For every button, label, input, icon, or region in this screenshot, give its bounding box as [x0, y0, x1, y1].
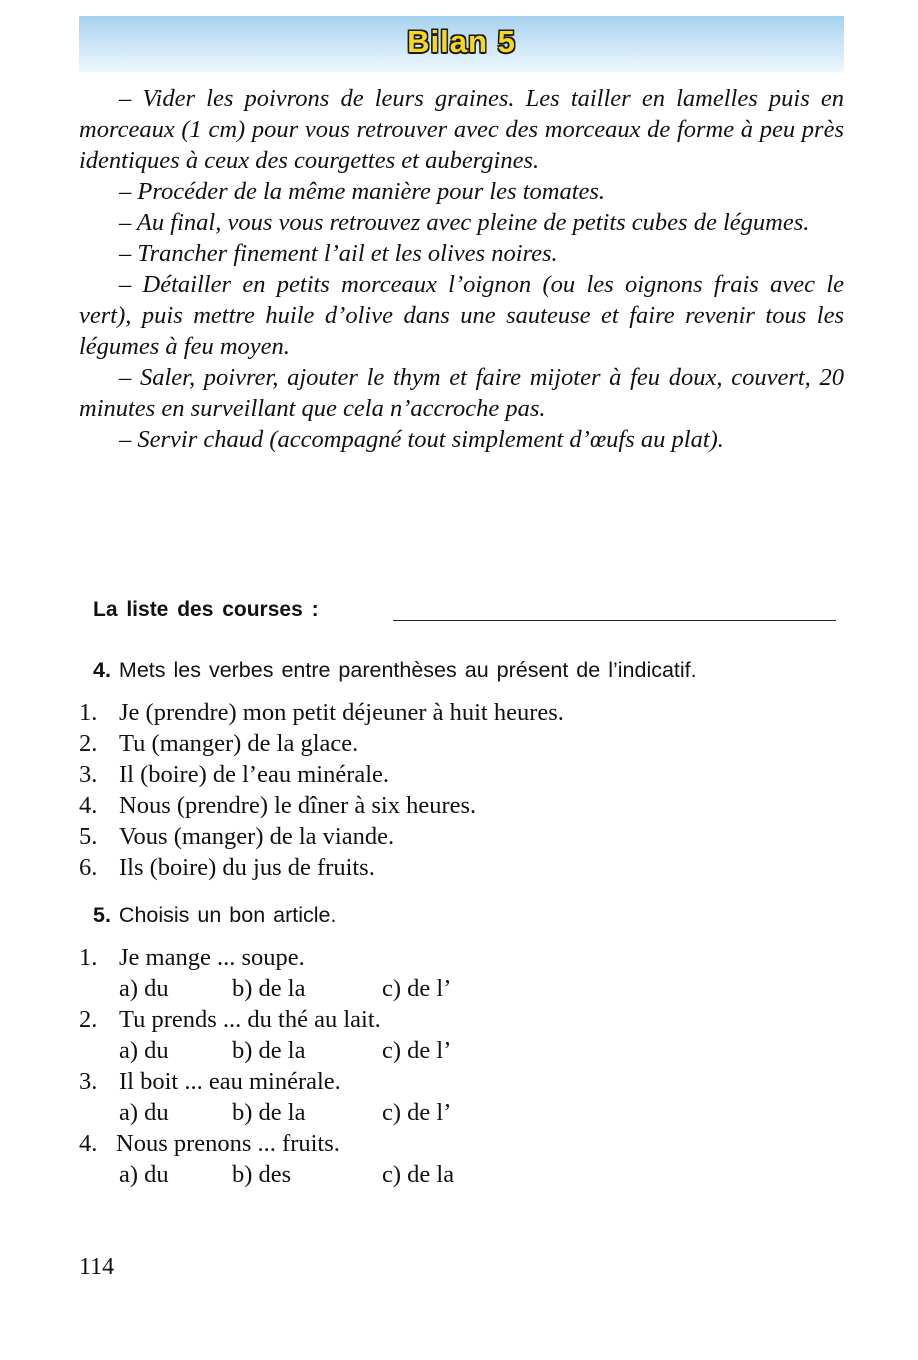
list-item: [79, 790, 564, 821]
item-text: Je (prendre) mon petit déjeuner à huit heures.: [119, 699, 564, 726]
list-item: [79, 1128, 454, 1159]
answer-option-b: b) de la: [232, 975, 306, 1002]
item-number: 3.: [79, 1068, 98, 1095]
recipe-step: – Servir chaud (accompagné tout simplement d’œufs au plat).: [119, 426, 724, 453]
answer-option-c: c) de l’: [382, 1099, 452, 1126]
answer-option-a: a) du: [119, 975, 169, 1002]
answer-options: [79, 1097, 454, 1128]
item-number: 4.: [79, 1130, 98, 1157]
recipe-step: – Saler, poivrer, ajouter le thym et faire mijoter à feu doux, couvert, 20 minutes en surveillant que cela n’accroche pas.: [79, 364, 844, 422]
exercise-5-list: [79, 942, 454, 1190]
item-number: 4.: [79, 792, 98, 819]
shopping-list-blank-line: [393, 620, 836, 621]
recipe-step: – Au final, vous vous retrouvez avec pleine de petits cubes de légumes.: [119, 209, 810, 236]
exercise-number: 4.: [93, 658, 111, 682]
exercise-instruction-text: Choisis un bon article.: [118, 903, 337, 927]
answer-option-c: c) de l’: [382, 1037, 452, 1064]
answer-option-c: c) de la: [382, 1161, 455, 1188]
item-number: 2.: [79, 1006, 98, 1033]
recipe-step: – Procéder de la même manière pour les tomates.: [119, 178, 606, 205]
header-band: [79, 16, 844, 72]
answer-option-b: b) de la: [232, 1099, 306, 1126]
list-item: [79, 697, 564, 728]
exercise-instruction-text: Mets les verbes entre parenthèses au présent de l’indicatif.: [118, 658, 697, 682]
exercise-4-list: [79, 697, 564, 883]
item-text: Il (boire) de l’eau minérale.: [119, 761, 390, 788]
answer-option-a: a) du: [119, 1161, 169, 1188]
shopping-list-prompt: [93, 598, 843, 630]
page-number: 114: [79, 1254, 115, 1280]
item-text: Je mange ... soupe.: [119, 944, 305, 971]
recipe-step: – Trancher finement l’ail et les olives noires.: [119, 240, 558, 267]
shopping-list-label: La liste des courses :: [93, 598, 319, 621]
item-text: Tu (manger) de la glace.: [119, 730, 359, 757]
list-item: [79, 942, 454, 973]
list-item: [79, 1066, 454, 1097]
recipe-step: – Vider les poivrons de leurs graines. Les tailler en lamelles puis en morceaux (1 cm) pour vous retrouver avec des morceaux de forme à peu près identiques à ceux des courgettes et aubergines.: [79, 85, 844, 174]
answer-option-a: a) du: [119, 1099, 169, 1126]
item-text: Ils (boire) du jus de fruits.: [119, 854, 375, 881]
answer-option-b: b) de la: [232, 1037, 306, 1064]
answer-option-c: c) de l’: [382, 975, 452, 1002]
item-text: Vous (manger) de la viande.: [119, 823, 395, 850]
answer-option-b: b) des: [232, 1161, 292, 1188]
list-item: [79, 759, 564, 790]
item-number: 6.: [79, 854, 98, 881]
answer-option-a: a) du: [119, 1037, 169, 1064]
exercise-5-instruction: [93, 903, 336, 928]
item-number: 3.: [79, 761, 98, 788]
item-number: 5.: [79, 823, 98, 850]
item-number: 1.: [79, 944, 98, 971]
item-text: Nous (prendre) le dîner à six heures.: [119, 792, 477, 819]
item-text: Il boit ... eau minérale.: [119, 1068, 341, 1095]
list-item: [79, 821, 564, 852]
item-number: 1.: [79, 699, 98, 726]
answer-options: [79, 1035, 454, 1066]
recipe-text: [79, 83, 844, 455]
list-item: [79, 852, 564, 883]
recipe-step: – Détailler en petits morceaux l’oignon (ou les oignons frais avec le vert), puis mettre huile d’olive dans une sauteuse et faire revenir tous les légumes à feu moyen.: [79, 271, 844, 360]
answer-options: [79, 1159, 454, 1190]
exercise-number: 5.: [93, 903, 111, 927]
exercise-4-instruction: [93, 658, 697, 683]
list-item: [79, 1004, 454, 1035]
list-item: [79, 728, 564, 759]
page-title: Bilan 5: [407, 24, 516, 59]
item-number: 2.: [79, 730, 98, 757]
answer-options: [79, 973, 454, 1004]
item-text: Nous prenons ... fruits.: [116, 1130, 340, 1157]
item-text: Tu prends ... du thé au lait.: [119, 1006, 381, 1033]
